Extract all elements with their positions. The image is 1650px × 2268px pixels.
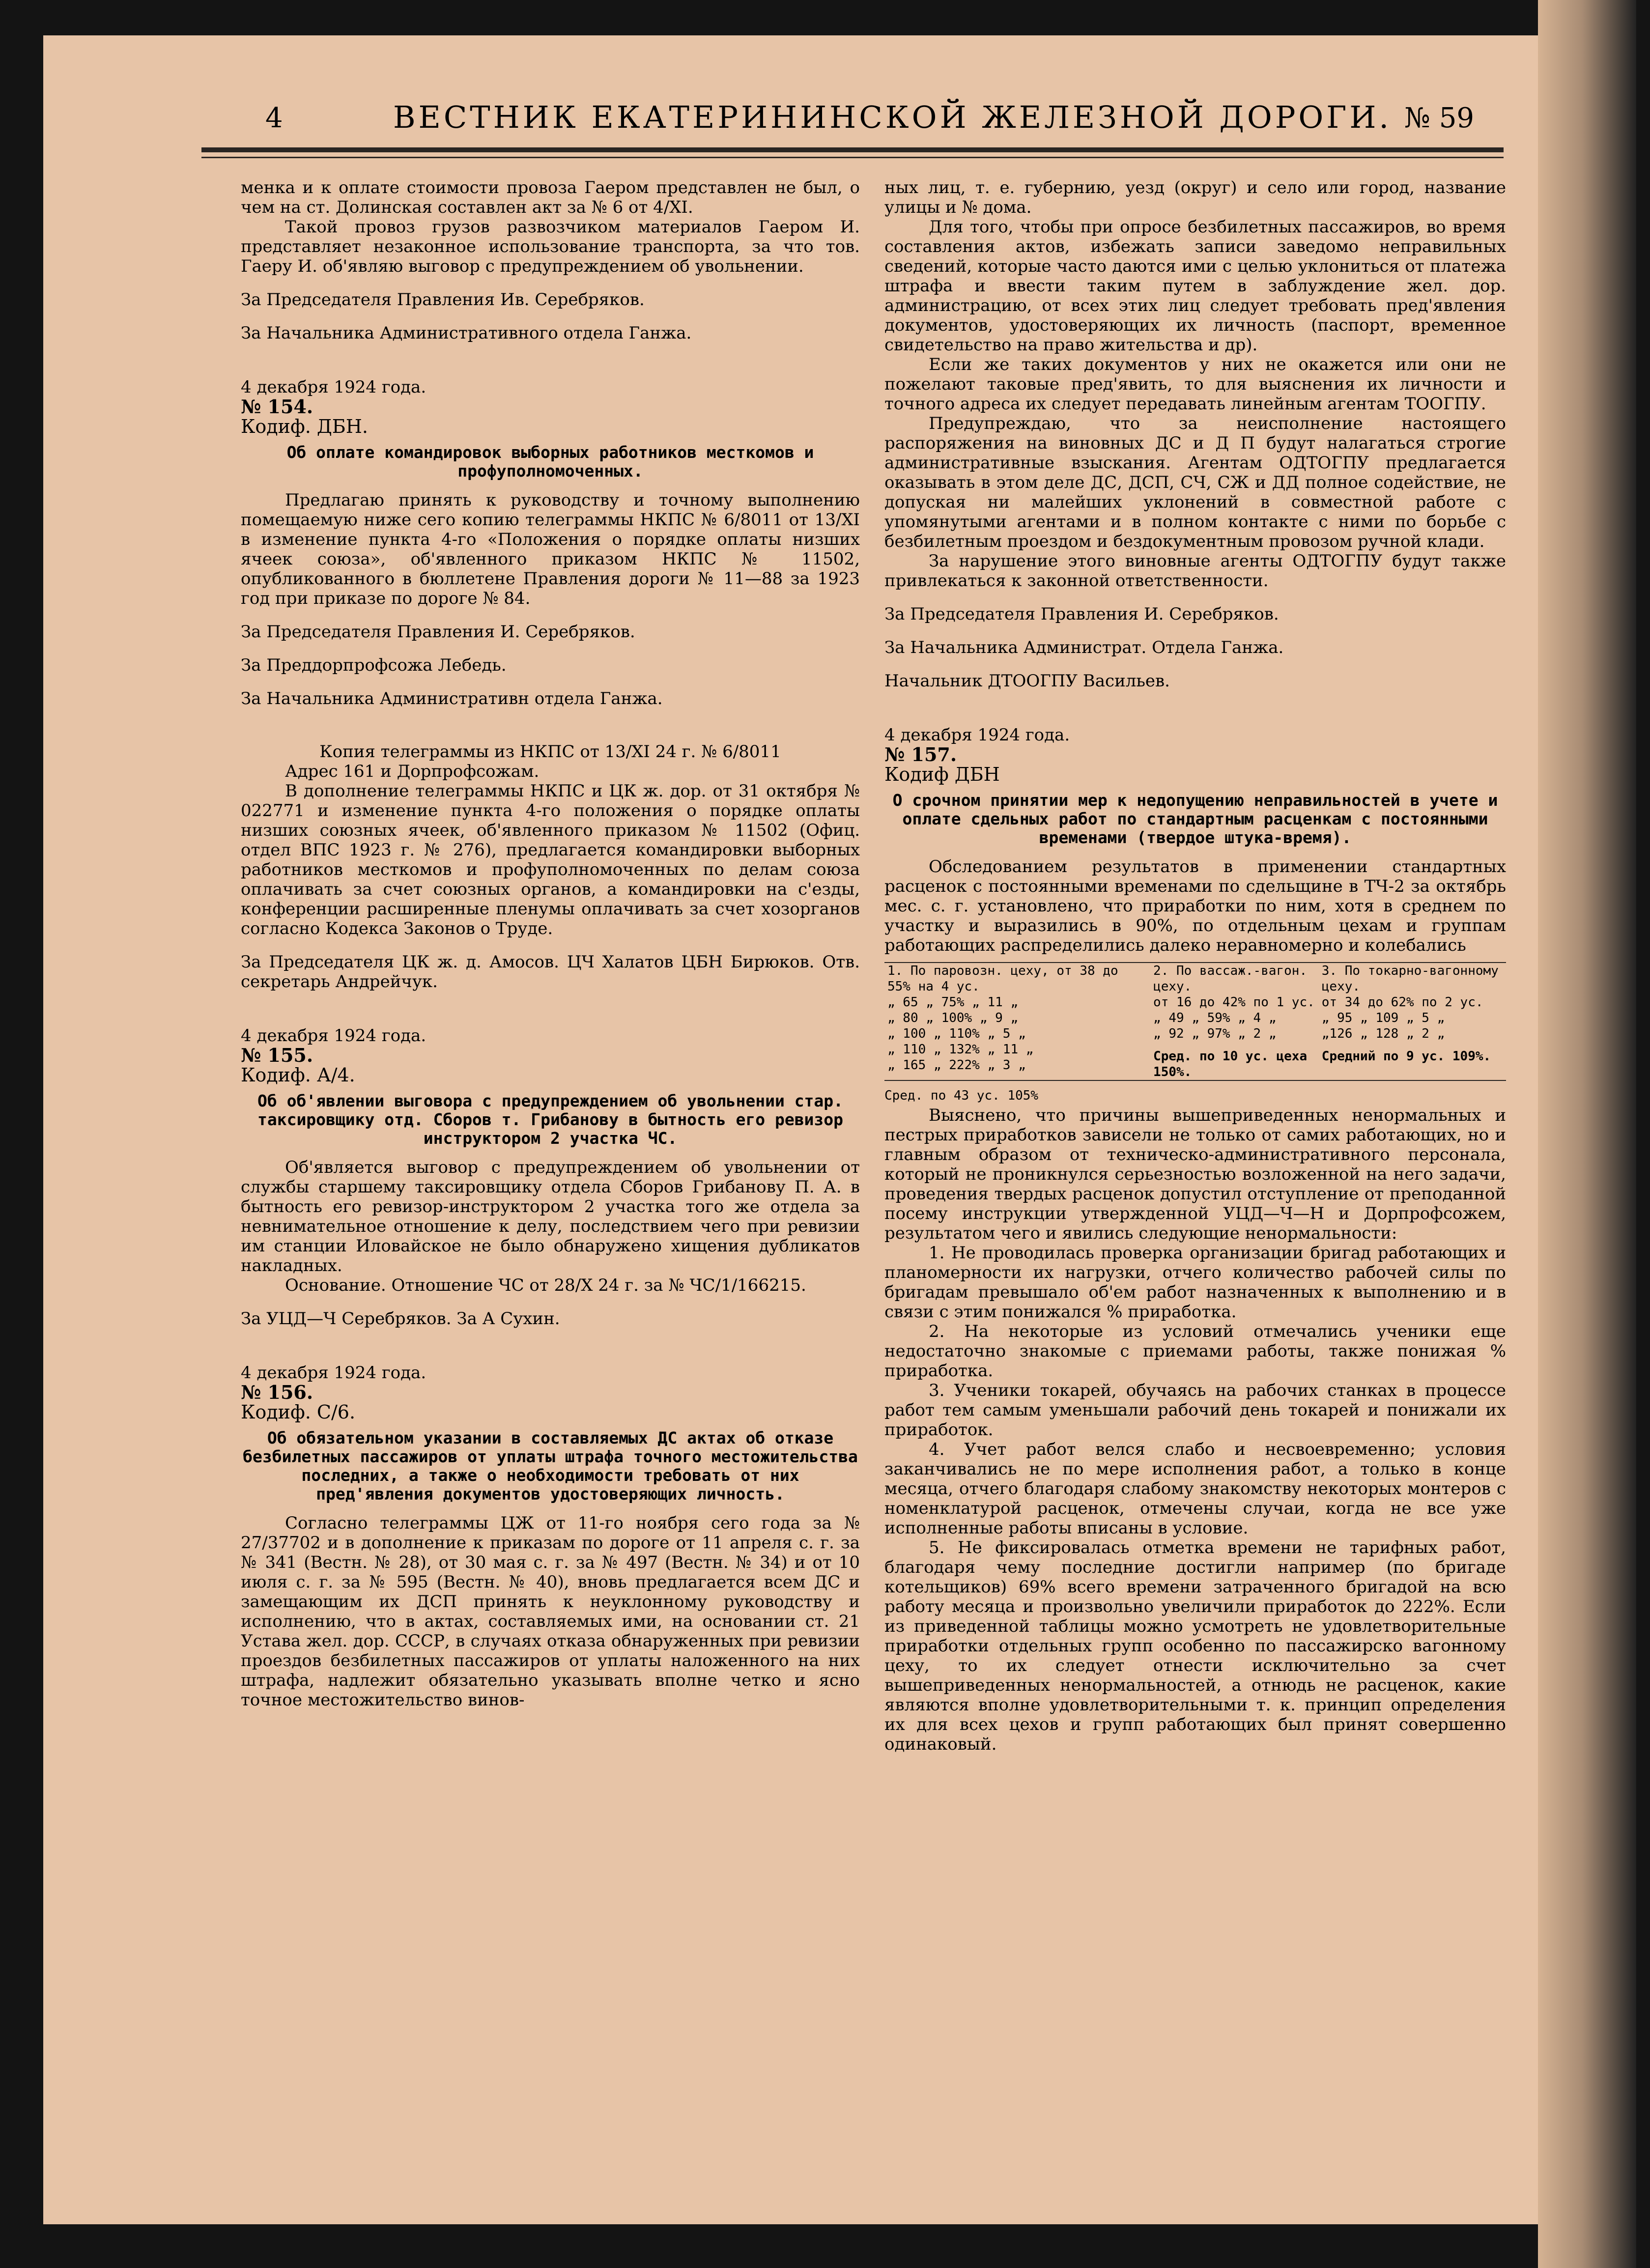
table-row: „ 95 „ 109 „ 5 „ (1321, 1011, 1445, 1025)
order-body: ных лиц, т. е. губернию, уезд (округ) и село или город, название улицы и № дома. (884, 178, 1506, 217)
intro-para: менка и к оплате стоимости провоза Гаером представлен не был, о чем на ст. Долинская составлен акт за № 6 от 4/XI. (241, 178, 860, 217)
signature: Начальник ДТООГПУ Васильев. (884, 671, 1170, 691)
table-row: „ 65 „ 75% „ 11 „ (887, 995, 1019, 1010)
order-date: 4 декабря 1924 года. (241, 377, 427, 397)
order-body: Выяснено, что причины вышеприведенных ненормальных и пестрых приработков зависели не только от самих работающих, но и главным образом от техническо-административного персонала, который не проникнулся серьезностью возложенной на него задачи, проведения твердых расценок допустил отступление от преподанной посему инструкции утвержденной УЦД—Ч—Н и Дорпрофсожем, результатом чего и явились следующие ненормальности: (884, 1106, 1506, 1243)
order-date: 4 декабря 1924 года. (241, 1026, 427, 1046)
signature: За УЦД—Ч Серебряков. За А Сухин. (241, 1309, 560, 1329)
order-heading: Об обязательном указании в составляемых ДС актах об отказе безбилетных пассажиров от уплаты штрафа точного местожительства последних, а также о необходимости требовать от них пред'явления документов удостоверяющих личность. (243, 1428, 858, 1503)
signature: За Начальника Административн отдела Ганжа. (241, 689, 663, 709)
table-avg: Сред. по 10 ус. цеха 150%. (1153, 1049, 1308, 1079)
order-number: № 156. (241, 1381, 313, 1403)
table-row: „126 „ 128 „ 2 „ (1321, 1026, 1445, 1041)
order-codif: Кодиф. С/6. (241, 1401, 356, 1423)
signature: За Преддорпрофсожа Лебедь. (241, 655, 507, 675)
signature: За Председателя ЦК ж. д. Амосов. ЦЧ Халатов ЦБН Бирюков. Отв. секретарь Андрейчук. (241, 952, 860, 992)
list-item: 3. Ученики токарей, обучаясь на рабочих станках в процессе работ тем самым уменьшали рабочий день токарей и понижали их приработок. (884, 1381, 1506, 1440)
list-item: 2. На некоторые из условий отмечались ученики еще недостаточно знакомые с приемами работы, также понижая % приработка. (884, 1322, 1506, 1381)
table-row: „ 49 „ 59% „ 4 „ (1153, 1011, 1277, 1025)
left-column (241, 178, 860, 1710)
order-codif: Кодиф. А/4. (241, 1064, 355, 1086)
signature: За Председателя Правления И. Серебряков. (884, 604, 1279, 624)
order-date: 4 декабря 1924 года. (884, 725, 1070, 745)
order-heading: Об оплате командировок выборных работников месткомов и профуполномоченных. (286, 443, 814, 481)
table-row: от 16 до 42% по 1 ус. (1153, 995, 1315, 1010)
table-header: 2. По вассаж.-вагон. цеху. (1153, 964, 1308, 994)
table-row: „ 110 „ 132% „ 11 „ (887, 1042, 1034, 1057)
table-avg: Сред. по 43 ус. 105% (884, 1088, 1039, 1103)
newspaper-title: ВЕСТНИК ЕКАТЕРИНИНСКОЙ ЖЕЛЕЗНОЙ ДОРОГИ. (393, 99, 1392, 135)
right-column (884, 178, 1506, 1754)
issue-number: № 59 (1404, 102, 1474, 134)
table-row: „ 92 „ 97% „ 2 „ (1153, 1026, 1277, 1041)
order-number: № 155. (241, 1044, 313, 1066)
table-cell (1150, 963, 1319, 1080)
earnings-table (884, 962, 1506, 1081)
list-item: 5. Не фиксировалась отметка времени не тарифных работ, благодаря чему последние достигли например (по бригаде котельщиков) 69% всего времени затраченного бригадой на всю работу месяца и произвольно увеличили приработок до 222%. Если из приведенной таблицы можно усмотреть не удовлетворительные приработки отдельных групп особенно по пассажирско вагонному цеху, то их следует отнести исключительно за счет вышеприведенных ненормальностей, а отнюдь не расценок, какие являются вполне удовлетворительными т. к. принцип определения их для всех цехов и групп работающих был принят совершенно одинаковый. (884, 1538, 1506, 1754)
list-item: 1. Не проводилась проверка организации бригад работающих и планомерности их нагрузки, отчего количество рабочей силы по бригадам превышало об'ем работ назначенных к выполнению и в связи с этим понижался % приработка. (884, 1243, 1506, 1322)
order-body: Основание. Отношение ЧС от 28/X 24 г. за № ЧС/1/166215. (285, 1276, 806, 1295)
table-row: „ 80 „ 100% „ 9 „ (887, 1011, 1019, 1025)
telegram-heading: Копия телеграммы из НКПС от 13/XI 24 г. № 6/8011 (319, 742, 781, 762)
order-body: Согласно телеграммы ЦЖ от 11-го ноября сего года за № 27/37702 и в дополнение к приказам по дороге от 11 апреля с. г. за № 341 (Вестн. № 28), от 30 мая с. г. за № 497 (Вестн. № 34) и от 10 июля с. г. за № 595 (Вестн. № 40), вновь предлагается всем ДС и замещающим их ДСП принять к неуклонному руководству и исполнению, что в актах, составляемых ими, на основании ст. 21 Устава жел. дор. СССР, в случаях отказа обнаруженных при ревизии проездов безбилетных пассажиров от уплаты наложенного на них штрафа, надлежит обязательно указывать вполне четко и ясно точное местожительство винов- (241, 1513, 860, 1710)
table-cell (1319, 963, 1506, 1080)
order-heading: О срочном принятии мер к недопущению неправильностей в учете и оплате сдельных работ по стандартным расценкам с постоянными временами (твердое штука-время). (892, 791, 1498, 847)
table-cell (884, 963, 1150, 1080)
table-avg: Средний по 9 ус. 109%. (1321, 1049, 1491, 1064)
table-row: от 34 до 62% по 2 ус. (1321, 995, 1483, 1010)
order-body: Об'является выговор с предупреждением об увольнении от службы старшему таксировщику отдела Сборов Грибанову П. А. в бытность его ревизор-инструктором 2 участка того же отдела за невнимательное отношение к делу, последствием чего при ревизии им станции Иловайское не было обнаружено хищения дубликатов накладных. (241, 1158, 860, 1276)
order-heading: Об об'явлении выговора с предупреждением об увольнении стар. таксировщику отд. Сборов т. Грибанову в бытность его ревизор инструктором 2 участка ЧС. (257, 1091, 844, 1148)
order-number: № 157. (884, 743, 957, 765)
order-codif: Кодиф. ДБН. (241, 416, 368, 437)
order-body: Для того, чтобы при опросе безбилетных пассажиров, во время составления актов, избежать записи заведомо неправильных сведений, которые часто даются ими с целью уклониться от платежа штрафа и ввести таким путем в заблуждение жел. дор. администрацию, от всех этих лиц следует требовать пред'явления документов, удостоверяющих их личность (паспорт, временное свидетельство на право жительства и др). (884, 217, 1506, 355)
table-row: „ 100 „ 110% „ 5 „ (887, 1026, 1026, 1041)
order-body: Предупреждаю, что за неисполнение настоящего распоряжения на виновных ДС и Д П будут налагаться строгие административные взыскания. Агентам ОДТОГПУ предлагается оказывать в этом деле ДС, ДСП, СЧ, СЖ и ДД полное содействие, не допуская ни малейших уклонений в совместной работе с упомянутыми агентами и в полном контакте с ними по борьбе с безбилетным проездом и бездокументным провозом ручной клади. (884, 414, 1506, 551)
page-number: 4 (265, 102, 283, 134)
table-header: 1. По паровозн. цеху, от 38 до 55% на 4 ус. (887, 964, 1118, 994)
intro-para: Такой провоз грузов развозчиком материалов Гаером И. представляет незаконное использование транспорта, за что тов. Гаеру И. об'являю выговор с предупреждением об увольнении. (241, 217, 860, 276)
table-average (884, 1086, 1506, 1106)
telegram-body: В дополнение телеграммы НКПС и ЦК ж. дор. от 31 октября № 022771 и изменение пункта 4-го положения о порядке оплаты низших союзных ячеек, об'явленного приказом № 11502 (Офиц. отдел ВПС 1923 г. № 276), предлагается командировки выборных работников месткомов и профуполномоченных по делам союза оплачивать за счет союзных органов, а командировки на с'езды, конференции расширенные пленумы оплачивать за счет хозорганов согласно Кодекса Законов о Труде. (241, 781, 860, 938)
table-row: „ 165 „ 222% „ 3 „ (887, 1058, 1026, 1073)
header-rule (201, 157, 1504, 158)
list-item: 4. Учет работ велся слабо и несвоевременно; условия заканчивались не по мере исполнения работ, а только в конце месяца, отчего благодаря слабому знакомству некоторых монтеров с номенклатурой расценок, отмечены случаи, когда не все уже исполненные работы вписаны в условие. (884, 1440, 1506, 1538)
table-header: 3. По токарно-вагонному цеху. (1321, 964, 1499, 994)
signature: За Начальника Административного отдела Ганжа. (241, 323, 692, 343)
page-fold-shadow (1538, 0, 1636, 2268)
order-body: За нарушение этого виновные агенты ОДТОГПУ будут также привлекаться к законной ответственности. (884, 551, 1506, 591)
telegram-address: Адрес 161 и Дорпрофсожам. (285, 762, 540, 781)
page-header (201, 74, 1504, 152)
signature: За Председателя Правления И. Серебряков. (241, 622, 635, 642)
order-body: Обследованием результатов в применении стандартных расценок с постоянными временами по сдельщине в ТЧ-2 за октябрь мес. с. г. установлено, что приработки по ним, хотя в среднем по участку и выразились в 90%, по отдельным цехам и группам работающих распределились далеко неравномерно и колебались (884, 857, 1506, 955)
order-codif: Кодиф ДБН (884, 764, 1000, 785)
signature: За Председателя Правления Ив. Серебряков. (241, 290, 645, 310)
signature: За Начальника Администрат. Отдела Ганжа. (884, 638, 1284, 657)
order-number: № 154. (241, 396, 313, 418)
order-date: 4 декабря 1924 года. (241, 1363, 427, 1383)
order-body: Предлагаю принять к руководству и точному выполнению помещаемую ниже сего копию телеграммы НКПС № 6/8011 от 13/XI в изменение пункта 4-го «Положения о порядке оплаты низших ячеек союза», об'явленного приказом НКПС № 11502, опубликованного в бюллетене Правления дороги № 11—88 за 1923 год при приказе по дороге № 84. (241, 490, 860, 608)
order-body: Если же таких документов у них не окажется или они не пожелают таковые пред'явить, то для выяснения их личности и точного адреса их следует передавать линейным агентам ТООГПУ. (884, 355, 1506, 414)
